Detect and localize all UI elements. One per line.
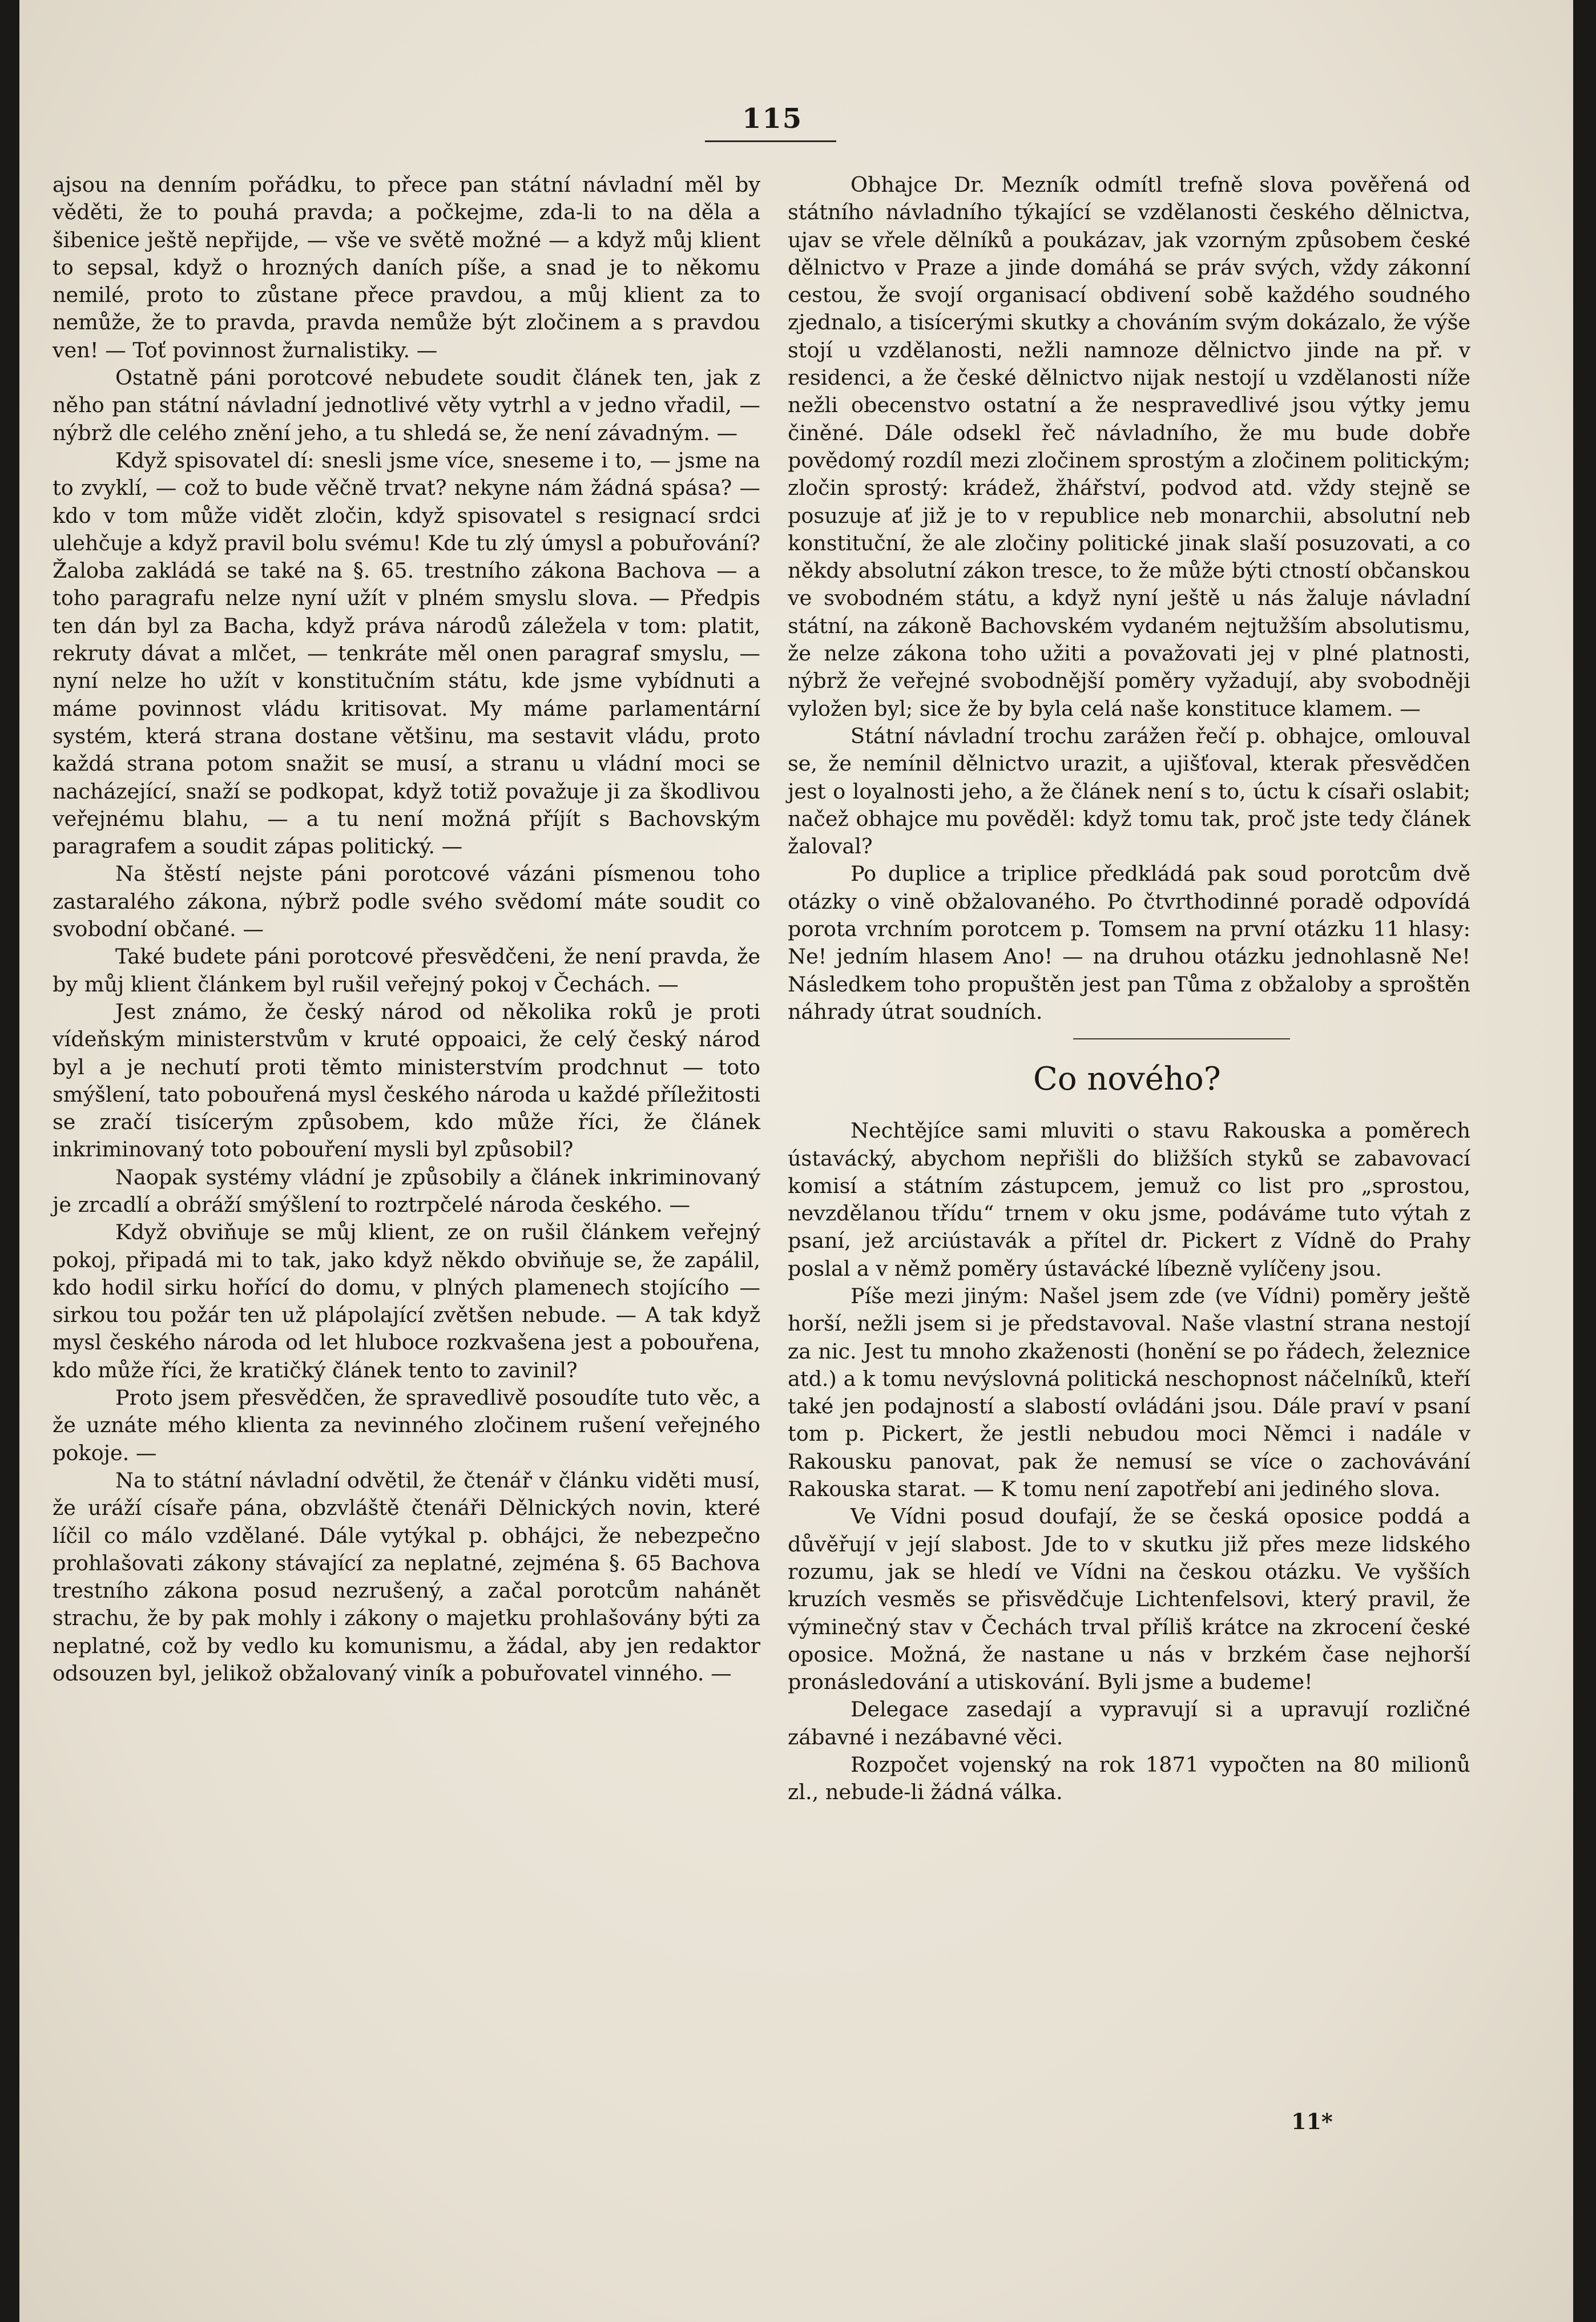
paragraph: Na štěstí nejste páni porotcové vázáni písmenou toho zastaralého zákona, nýbrž podle svého svědomí máte soudit co svobodní občané. — — [53, 861, 760, 942]
paragraph: Jest známo, že český národ od několika roků je proti vídeňským ministerstvům v kruté oppoaici, že celý český národ byl a je nechutí proti těmto ministerstvím prodchnut — toto smýšlení, tato pobouřená mysl českého národa u každé příležitosti se zračí tisícerým způsobem, kdo může říci, že článek inkriminovaný toto pobouření mysli byl způsobil? — [53, 999, 760, 1162]
paragraph: Naopak systémy vládní je způsobily a článek inkriminovaný je zrcadlí a obráží smýšlení to roztrpčelé národa českého. — — [53, 1164, 760, 1217]
paragraph: Také budete páni porotcové přesvědčeni, že není pravda, že by můj klient článkem byl rušil veřejný pokoj v Čechách. — — [53, 944, 760, 997]
right-column — [788, 171, 1470, 1807]
paragraph: Státní návladní trochu zarážen řečí p. obhajce, omlouval se, že nemínil dělnictvo urazit, a ujišťoval, kterak přesvědčen jest o loyalnosti jeho, a že článek není s to, úctu k císaři oslabit; načež obhajce mu pověděl: když tomu tak, proč jste tedy článek žaloval? — [788, 723, 1470, 859]
paragraph: Delegace zasedají a vypravují si a upravují rozličné zábavné i nezábavné věci. — [788, 1697, 1470, 1749]
page-number: 115 — [742, 103, 803, 135]
paragraph: Na to státní návladní odvětil, že čtenář v článku viděti musí, že uráží císaře pána, obzvláště čtenáři Dělnických novin, které líčil co málo vzdělané. Dále vytýkal p. obhájci, že nebezpečno prohlašovati zákony stávající za neplatné, zejména §. 65 Bachova trestního zákona posud nezrušený, a začal porotcům nahánět strachu, že by pak mohly i zákony o majetku prohlašovány býti za neplatné, což by vedlo ku komunismu, a žádal, aby jen redaktor odsouzen byl, jelikož obžalovaný viník a pobuřovatel vinného. — — [53, 1468, 760, 1686]
section-heading: Co nového? — [1033, 1061, 1221, 1098]
paragraph: ajsou na denním pořádku, to přece pan státní návladní měl by věděti, že to pouhá pravda; a počkejme, zda-li to na děla a šibenice ještě nepřijde, — vše ve světě možné — a když můj klient to sepsal, když o hrozných daních píše, a snad je to někomu nemilé, proto to zůstane přece pravdou, a můj klient za to nemůže, že to pravda, pravda nemůže být zločinem a s pravdou ven! — Toť povinnost žurnalistiky. — — [53, 172, 760, 362]
left-column — [53, 171, 760, 1687]
header-rule — [705, 140, 836, 142]
section-divider — [1073, 1038, 1290, 1039]
paragraph: Píše mezi jiným: Našel jsem zde (ve Vídni) poměry ještě horší, nežli jsem si je představoval. Naše vlastní strana nestojí za nic. Jest tu mnoho zkaženosti (honění se po řádech, železnice atd.) a k tomu nevýslovná politická neschopnost náčelníků, kteří také jen podajností a slabostí ovládáni jsou. Dále praví v psaní tom p. Pickert, že jestli nebudou moci Němci i nadále v Rakousku panovat, pak že nemusí se více o zachovávání Rakouska starat. — K tomu není zapotřebí ani jediného slova. — [788, 1283, 1470, 1502]
paragraph: Ve Vídni posud doufají, že se česká oposice poddá a důvěřují v její slabost. Jde to v skutku již přes meze lidského rozumu, jak se hledí ve Vídni na českou otázku. Ve vyšších kruzích vesměs se přisvědčuje Lichtenfelsovi, který pravil, že výminečný stav v Čechách trval příliš krátce na zkrocení české oposice. Možná, že nastane u nás v brzkém čase nejhorší pronásledování a utiskování. Byli jsme a budeme! — [788, 1504, 1470, 1695]
scan-border-right — [1573, 0, 1596, 2322]
sheet-signature: 11* — [1291, 2109, 1333, 2134]
paragraph: Nechtějíce sami mluviti o stavu Rakouska a poměrech ústavácký, abychom nepřišli do bližších styků se zabavovací komisí a státním zástupcem, jemuž co list pro „sprostou, nevzdělanou třídu“ trnem v oku jsme, podáváme tuto výtah z psaní, jež arciústavák a přítel dr. Pickert z Vídně do Prahy poslal a v němž poměry ústavácké líbezně vylíčeny jsou. — [788, 1118, 1470, 1281]
paragraph: Obhajce Dr. Mezník odmítl trefně slova pověřená od státního návladního týkající se vzdělanosti českého dělnictva, ujav se vřele dělníků a poukázav, jak vzorným způsobem české dělnictvo v Praze a jinde domáhá se práv svých, vždy zákonní cestou, že svojí organisací obdivení sobě každého soudného zjednalo, a tisícerými skutky a chováním svým dokázalo, že výše stojí u vzdělanosti, nežli namnoze dělnictvo jinde na př. v residenci, a že české dělnictvo nijak nestojí u vzdělanosti níže nežli obecenstvo ostatní a že nespravedlivé jsou výtky jemu činěné. Dále odsekl řeč návladního, že mu bude dobře povědomý rozdíl mezi zločinem sprostým a zločinem politickým; zločin sprostý: krádež, žhářství, podvod atd. vždy stejně se posuzuje ať již je to v republice neb monarchii, absolutní neb konstituční, že ale zločiny politické jinak slaší posuzovati, a co někdy absolutní zákon tresce, to že může býti ctností občanskou ve svobodném státu, a když nyní ještě u nás žaluje návladní státní, na zákoně Bachovském vydaném nejtužším absolutismu, že nelze zákona toho užiti a považovati jej v plné platnosti, nýbrž že veřejné svobodnější poměry vyžadují, aby svobodněji vyložen byl; sice že by byla celá naše konstituce klamem. — — [788, 172, 1470, 721]
paragraph: Když spisovatel dí: snesli jsme více, sneseme i to, — jsme na to zvyklí, — což to bude věčně trvat? nekyne nám žádná spása? — kdo v tom může vidět zločin, když spisovatel s resignací srdci ulehčuje a když pravil bolu svému! Kde tu zlý úmysl a pobuřování? Žaloba zakládá se také na §. 65. trestního zákona Bachova — a toho paragrafu nelze nyní užít v plném smyslu slova. — Předpis ten dán byl za Bacha, když práva národů záležela v tom: platit, rekruty dávat a mlčet, — tenkráte měl onen paragraf smyslu, — nyní nelze ho užít v konstitučním státu, kde jsme vybídnuti a máme povinnost vládu kritisovat. My máme parlamentární systém, která strana dostane většinu, ma sestavit vládu, proto každá strana potom snažit se musí, a stranu u vládní moci se nacházející, snaží se podkopat, když totiž považuje ji za škodlivou veřejnému blahu, — a tu není možná příjít s Bachovským paragrafem a soudit zápas politický. — — [53, 448, 760, 859]
paragraph: Rozpočet vojenský na rok 1871 vypočten na 80 milionů zl., nebude-li žádná válka. — [788, 1752, 1470, 1805]
paragraph: Po duplice a triplice předkládá pak soud porotcům dvě otázky o vině obžalovaného. Po čtvrthodinné poradě odpovídá porota vrchním porotcem p. Tomsem na první otázku 11 hlasy: Ne! jedním hlasem Ano! — na druhou otázku jednohlasně Ne! Následkem toho propuštěn jest pan Tůma z obžaloby a sproštěn náhrady útrat soudních. — [788, 861, 1470, 1024]
paragraph: Když obviňuje se můj klient, ze on rušil článkem veřejný pokoj, připadá mi to tak, jako když někdo obviňuje se, že zapálil, kdo hodil sirku hořící do domu, v plných plamenech stojícího — sirkou tou požár ten už plápolající zvětšen nebude. — A tak když mysl českého národa od let hluboce rozkvašena jest a pobouřena, kdo může říci, že kratičký článek tento to zavinil? — [53, 1220, 760, 1382]
paragraph: Ostatně páni porotcové nebudete soudit článek ten, jak z něho pan státní návladní jednotlivé věty vytrhl a v jedno vřadil, — nýbrž dle celého znění jeho, a tu shledá se, že není závadným. — — [53, 365, 760, 445]
scan-border-left — [0, 0, 19, 2322]
paragraph: Proto jsem přesvědčen, že spravedlivě posoudíte tuto věc, a že uznáte mého klienta za nevinného zločinem rušení veřejného pokoje. — — [53, 1385, 760, 1465]
